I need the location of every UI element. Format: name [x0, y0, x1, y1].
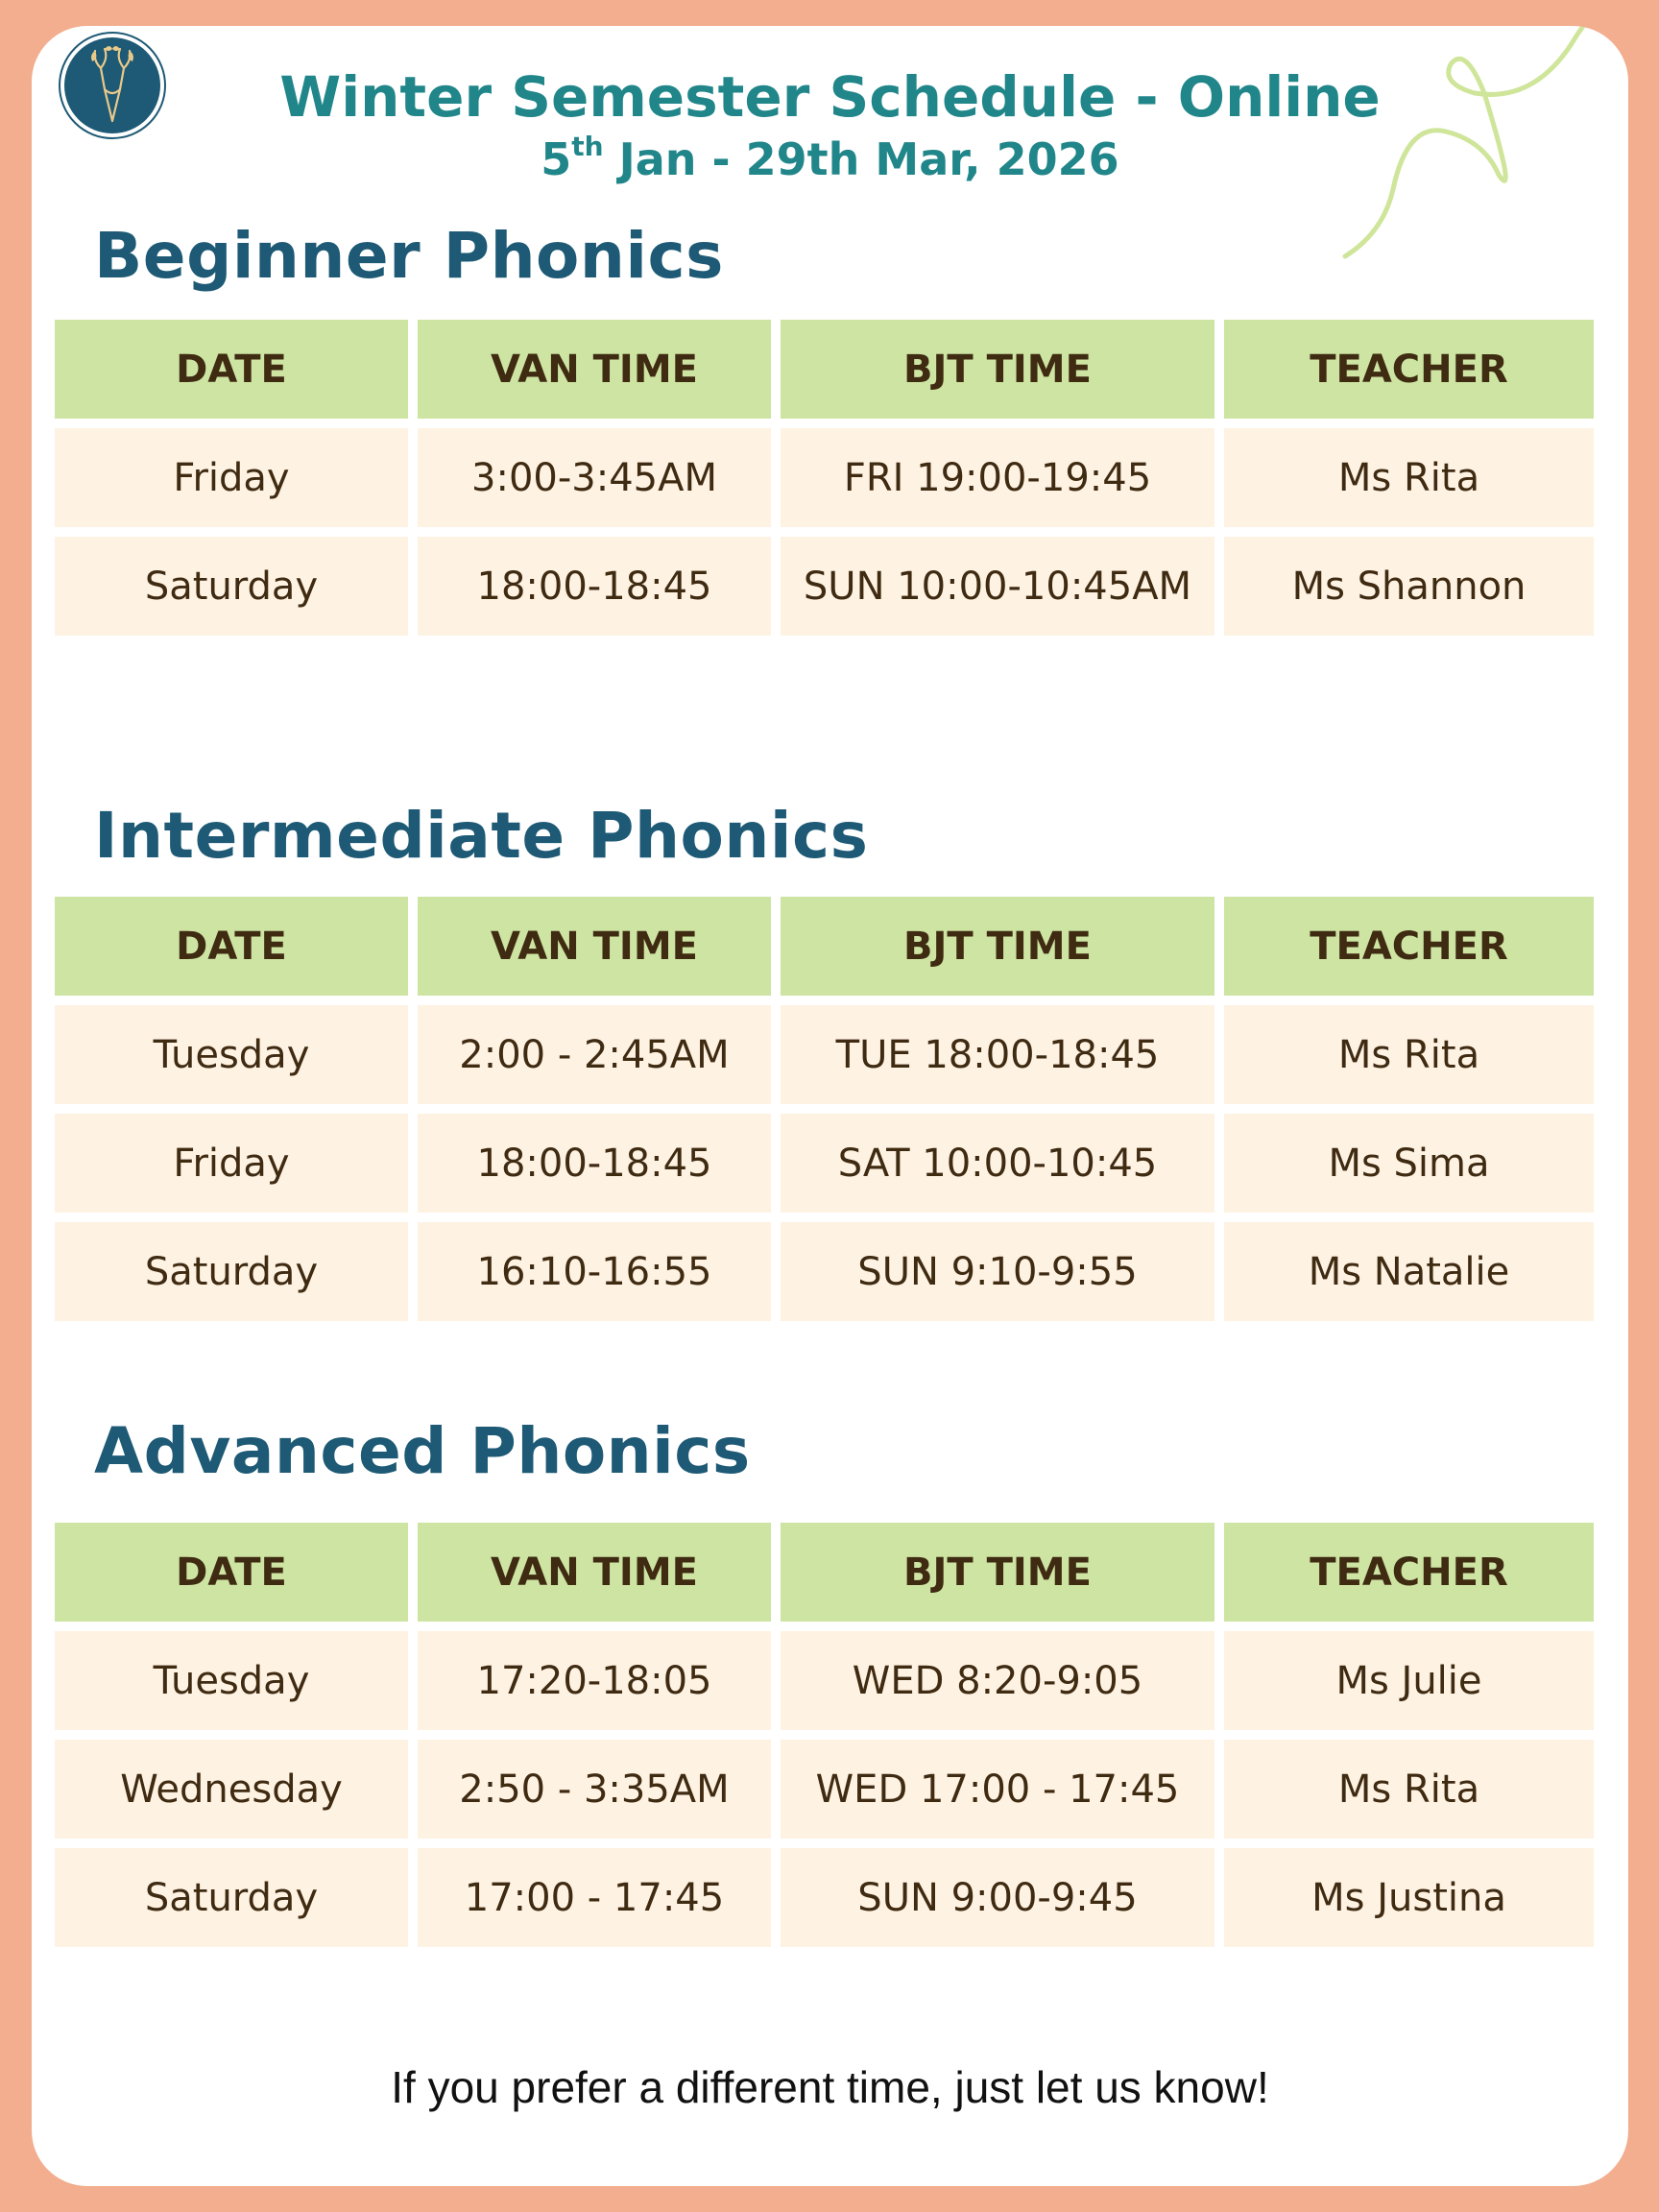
table-row [55, 1740, 1594, 1839]
table-row [55, 1848, 1594, 1947]
advanced-schedule-table [45, 1513, 1603, 1957]
cell-date: Wednesday [55, 1740, 408, 1839]
section-title-advanced: Advanced Phonics [94, 1414, 751, 1488]
column-header-van-time: VAN TIME [418, 320, 771, 419]
column-header-date: DATE [55, 897, 408, 996]
cell-van-time: 17:00 - 17:45 [418, 1848, 771, 1947]
column-header-teacher: TEACHER [1224, 320, 1594, 419]
cell-bjt-time: FRI 19:00-19:45 [781, 428, 1214, 527]
table-header-row [55, 897, 1594, 996]
table-header-row [55, 1523, 1594, 1622]
date-range: 5th Jan - 29th Mar, 2026 [541, 131, 1119, 185]
column-header-date: DATE [55, 320, 408, 419]
cell-van-time: 3:00-3:45AM [418, 428, 771, 527]
cell-van-time: 18:00-18:45 [418, 1114, 771, 1213]
cell-van-time: 2:00 - 2:45AM [418, 1005, 771, 1104]
table-row [55, 428, 1594, 527]
cell-teacher: Ms Rita [1224, 428, 1594, 527]
column-header-teacher: TEACHER [1224, 897, 1594, 996]
table-row [55, 1222, 1594, 1321]
cell-bjt-time: WED 17:00 - 17:45 [781, 1740, 1214, 1839]
table-row [55, 1631, 1594, 1730]
cell-teacher: Ms Shannon [1224, 537, 1594, 636]
cell-van-time: 18:00-18:45 [418, 537, 771, 636]
column-header-bjt-time: BJT TIME [781, 897, 1214, 996]
cell-date: Friday [55, 428, 408, 527]
cell-date: Friday [55, 1114, 408, 1213]
cell-bjt-time: SUN 9:00-9:45 [781, 1848, 1214, 1947]
table-row [55, 1005, 1594, 1104]
beginner-schedule-table [45, 310, 1603, 645]
cell-bjt-time: WED 8:20-9:05 [781, 1631, 1214, 1730]
section-title-beginner: Beginner Phonics [94, 219, 724, 293]
column-header-bjt-time: BJT TIME [781, 320, 1214, 419]
section-title-intermediate: Intermediate Phonics [94, 799, 869, 873]
cell-teacher: Ms Rita [1224, 1740, 1594, 1839]
column-header-van-time: VAN TIME [418, 1523, 771, 1622]
cell-date: Saturday [55, 1222, 408, 1321]
footer-note: If you prefer a different time, just let us know! [391, 2062, 1269, 2112]
column-header-teacher: TEACHER [1224, 1523, 1594, 1622]
cell-bjt-time: TUE 18:00-18:45 [781, 1005, 1214, 1104]
intermediate-schedule-table [45, 887, 1603, 1331]
column-header-bjt-time: BJT TIME [781, 1523, 1214, 1622]
cell-van-time: 17:20-18:05 [418, 1631, 771, 1730]
table-row [55, 537, 1594, 636]
table-header-row [55, 320, 1594, 419]
page-title: Winter Semester Schedule - Online [279, 64, 1381, 130]
cell-teacher: Ms Julie [1224, 1631, 1594, 1730]
cell-bjt-time: SUN 10:00-10:45AM [781, 537, 1214, 636]
cell-van-time: 16:10-16:55 [418, 1222, 771, 1321]
cell-date: Tuesday [55, 1631, 408, 1730]
column-header-date: DATE [55, 1523, 408, 1622]
cell-teacher: Ms Rita [1224, 1005, 1594, 1104]
column-header-van-time: VAN TIME [418, 897, 771, 996]
schedule-card [32, 26, 1628, 2186]
cell-teacher: Ms Natalie [1224, 1222, 1594, 1321]
cell-teacher: Ms Sima [1224, 1114, 1594, 1213]
cell-date: Saturday [55, 537, 408, 636]
cell-date: Saturday [55, 1848, 408, 1947]
cell-van-time: 2:50 - 3:35AM [418, 1740, 771, 1839]
cell-date: Tuesday [55, 1005, 408, 1104]
cell-bjt-time: SAT 10:00-10:45 [781, 1114, 1214, 1213]
table-row [55, 1114, 1594, 1213]
cell-teacher: Ms Justina [1224, 1848, 1594, 1947]
cell-bjt-time: SUN 9:10-9:55 [781, 1222, 1214, 1321]
